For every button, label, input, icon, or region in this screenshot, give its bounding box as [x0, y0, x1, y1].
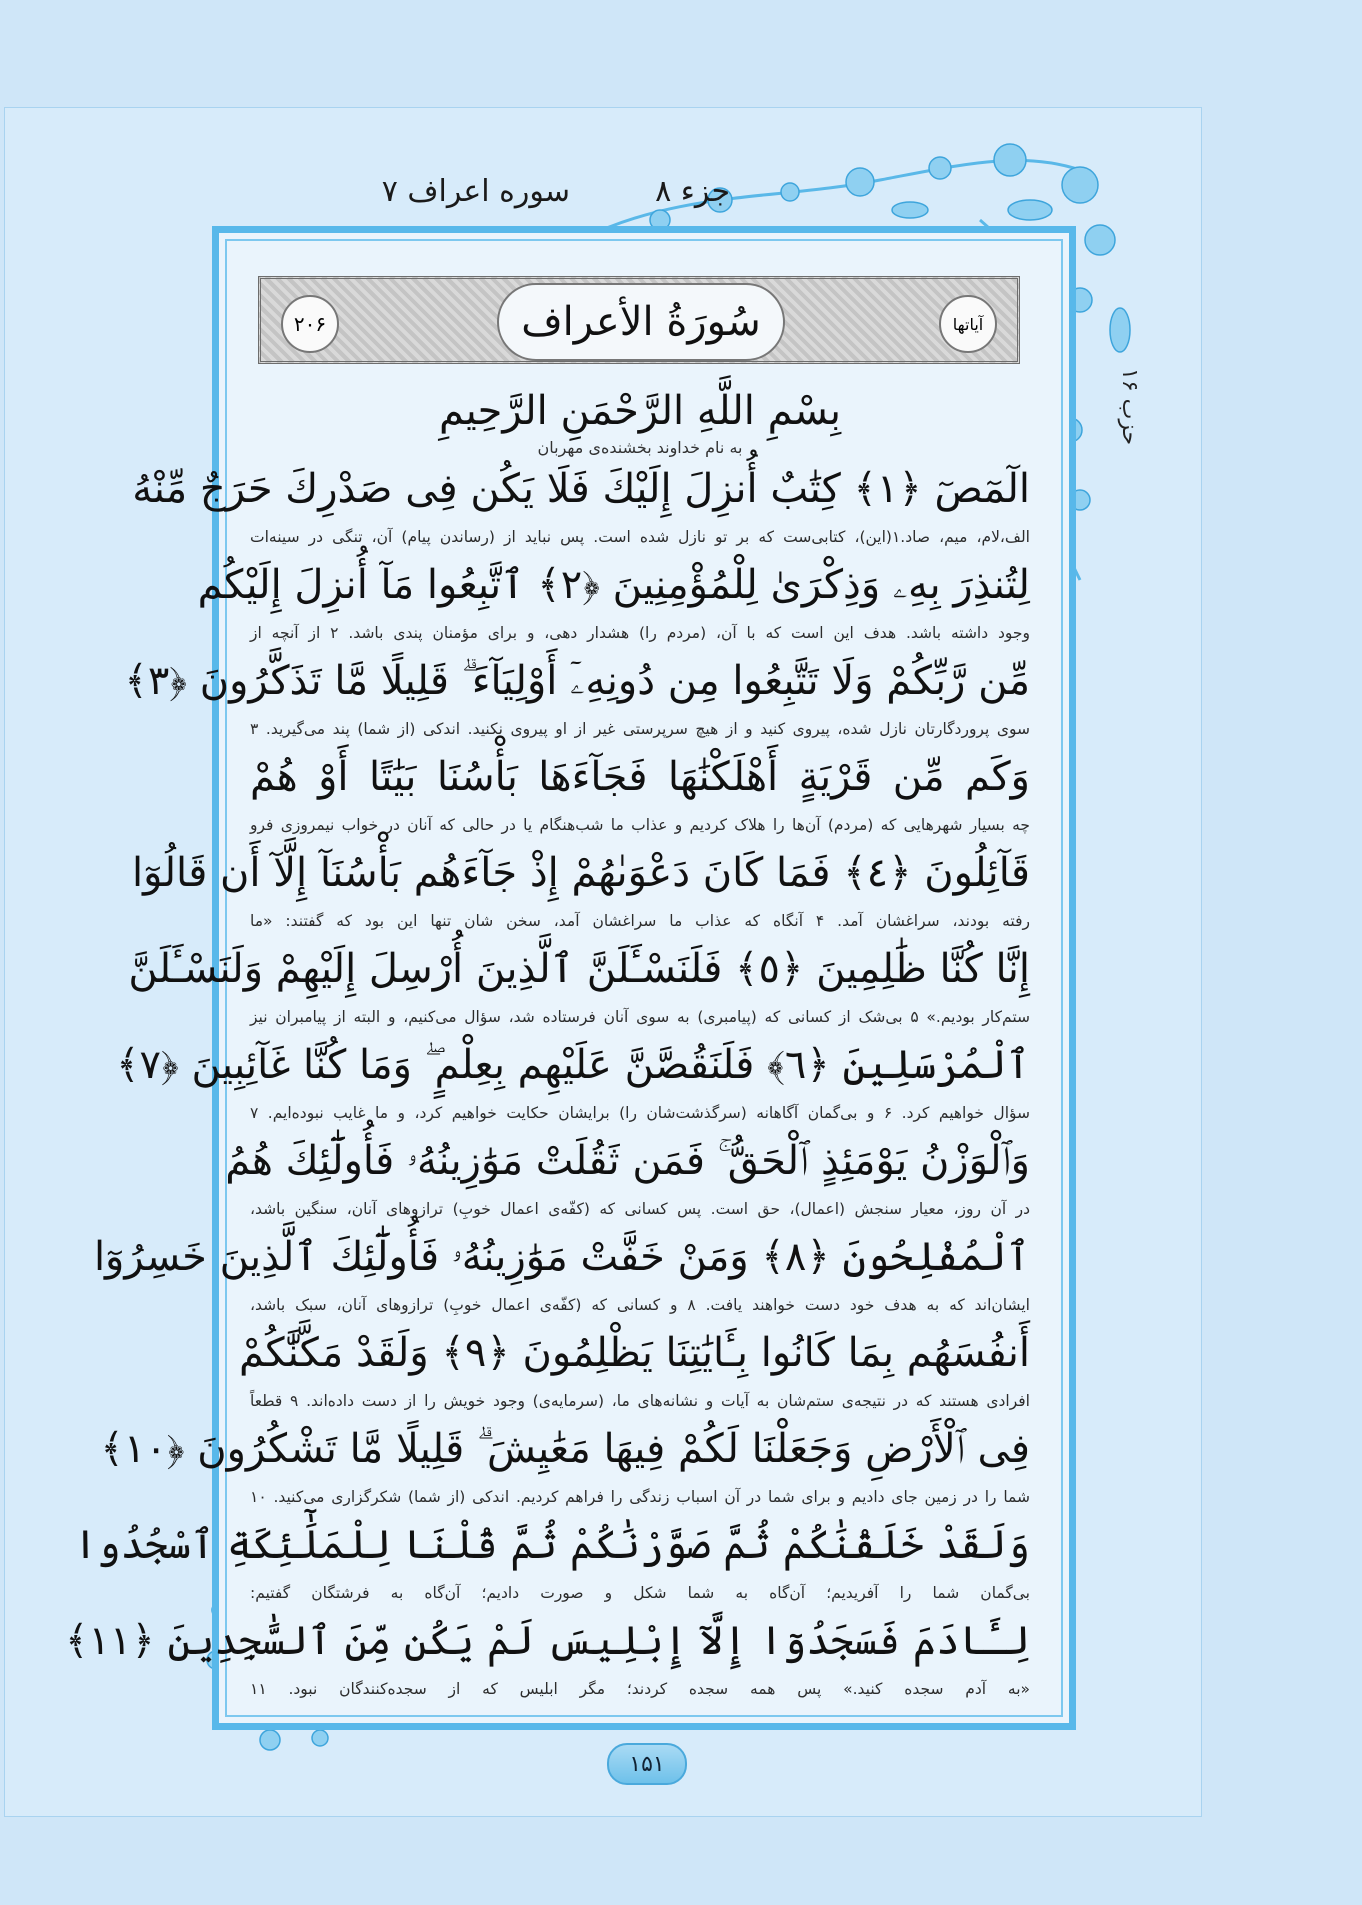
ayat-label: آیاتها — [939, 295, 997, 353]
arabic-line: مِّن رَّبِّكُمْ وَلَا تَتَّبِعُوا مِن دُونِهِۦٓ أَوْلِيَآءَ ۗ قَلِيلًا مَّا تَذَكَّرُونَ ﴿٣﴾ — [124, 658, 1030, 704]
verse-line — [132, 846, 1030, 942]
page-number: ۱۵۱ — [607, 1743, 687, 1785]
persian-line: وجود داشته باشد. هدف این است که با آن، (مردم را) هشدار دهی، و برای مؤمنان پندی باشد. ۲ از آنچه از — [250, 624, 1031, 642]
verse-line — [225, 1134, 1030, 1230]
persian-line: ایشان‌اند که به هدف خود دست خواهند یافت. ۸ و کسانی که (کفّه‌ی اعمال خوبِ) ترازوهای آنان، سبک باشد، — [250, 1296, 1030, 1314]
arabic-line: أَنفُسَهُم بِمَا كَانُوا بِـَٔايَٰتِنَا يَظْلِمُونَ ﴿٩﴾ وَلَقَدْ مَكَّنَّٰكُمْ — [238, 1330, 1030, 1376]
arabic-line: إِنَّا كُنَّا ظَٰلِمِينَ ﴿٥﴾ فَلَنَسْـَٔلَنَّ ٱلَّذِينَ أُرْسِلَ إِلَيْهِمْ وَلَنَسْـَٔلَنَّ — [128, 946, 1030, 992]
ayat-count: ۲۰۶ — [281, 295, 339, 353]
page-header — [360, 168, 730, 218]
persian-line: سوی پروردگارتان نازل شده، پیروی کنید و از هیچ سرپرستی غیر از او پیروی نکنید. اندکی (از شما) پند می‌گیرید. ۳ — [250, 720, 1030, 738]
juz-label: جزء ۸ — [655, 174, 730, 209]
verse-line — [73, 1518, 1030, 1614]
verse-line — [93, 1230, 1030, 1326]
persian-line: سؤال خواهیم کرد. ۶ و بی‌گمان آگاهانه (سرگذشت‌شان را) برایشان حکایت خواهیم کرد، و ما غایب نبوده‌ایم. ۷ — [250, 1104, 1030, 1122]
verse-line — [65, 1614, 1030, 1710]
verses-block — [65, 462, 1031, 1710]
arabic-line: الٓمٓصٓ ﴿١﴾ كِتَٰبٌ أُنزِلَ إِلَيْكَ فَلَا يَكُن فِى صَدْرِكَ حَرَجٌ مِّنْهُ — [132, 466, 1030, 512]
arabic-line: وَلَقَدْ خَلَقْنَٰكُمْ ثُمَّ صَوَّرْنَٰكُمْ ثُمَّ قُلْنَا لِلْمَلَٰٓئِكَةِ ٱسْجُدُوا — [73, 1522, 1030, 1568]
persian-line: در آن روز، معیار سنجش (اعمال)، حق است. پس کسانی که (کفّه‌ی اعمال خوبِ) ترازوهای آنان، سنگین باشد، — [250, 1200, 1030, 1218]
sura-label: سوره اعراف ۷ — [381, 174, 570, 209]
bismillah: بِسْمِ اللَّهِ الرَّحْمَنِ الرَّحِيمِ — [438, 388, 842, 434]
arabic-line: لِـَٔادَمَ فَسَجَدُوٓا إِلَّآ إِبْلِيسَ لَمْ يَكُن مِّنَ ٱلسَّٰجِدِينَ ﴿١١﴾ — [65, 1618, 1030, 1664]
persian-line: افرادی هستند که در نتیجه‌ی ستم‌شان به آیات و نشانه‌های ما، (سرمایه‌ی) وجود خویش را از دست داده‌اند. ۹ قطعاً — [250, 1392, 1030, 1410]
hizb-side-label: حزب ۱۶ — [1117, 368, 1142, 446]
verse-line — [238, 1326, 1030, 1422]
arabic-line: قَآئِلُونَ ﴿٤﴾ فَمَا كَانَ دَعْوَىٰهُمْ إِذْ جَآءَهُم بَأْسُنَآ إِلَّآ أَن قَالُوٓا — [132, 850, 1030, 896]
verse-line — [100, 1422, 1030, 1518]
persian-line: الف،لام، میم، صاد.۱(این)، کتابی‌ست که بر تو نازل شده است. پس نباید از (رساندن پیام) آن، تنگی در سینه‌ات — [250, 528, 1030, 546]
verse-line — [197, 558, 1031, 654]
persian-line: ستم‌کار بودیم.» ۵ بی‌شک از کسانی که (پیامبری) به سوی آنان فرستاده شد، سؤال می‌کنیم، و البته از پیامبران نیز — [250, 1008, 1030, 1026]
sura-title-banner — [258, 276, 1020, 364]
bismillah-translation: به نام خداوند بخشنده‌ی مهربان — [537, 438, 743, 457]
arabic-line: ٱلْمُرْسَلِينَ ﴿٦﴾ فَلَنَقُصَّنَّ عَلَيْهِم بِعِلْمٍ ۖ وَمَا كُنَّا غَآئِبِينَ ﴿٧﴾ — [116, 1042, 1030, 1088]
arabic-line: فِى ٱلْأَرْضِ وَجَعَلْنَا لَكُمْ فِيهَا مَعَٰيِشَ ۗ قَلِيلًا مَّا تَشْكُرُونَ ﴿١٠﴾ — [100, 1426, 1030, 1472]
verse-line — [128, 942, 1030, 1038]
persian-line: «به آدم سجده کنید.» پس همه سجده کردند؛ مگر ابلیس که از سجده‌کنندگان نبود. ۱۱ — [250, 1680, 1030, 1698]
verse-line — [132, 462, 1030, 558]
verse-line — [124, 654, 1030, 750]
persian-line: شما را در زمین جای دادیم و برای شما در آن اسباب زندگی را فراهم کردیم. اندکی (از شما) شکرگزاری می‌کنید. ۱۰ — [250, 1488, 1030, 1506]
arabic-line: وَٱلْوَزْنُ يَوْمَئِذٍ ٱلْحَقُّ ۚ فَمَن ثَقُلَتْ مَوَٰزِينُهُۥ فَأُولَٰٓئِكَ هُمُ — [225, 1138, 1030, 1184]
verse-line — [116, 1038, 1030, 1134]
verse-line — [250, 750, 1030, 846]
arabic-line: ٱلْمُفْلِحُونَ ﴿٨﴾ وَمَنْ خَفَّتْ مَوَٰزِينُهُۥ فَأُولَٰٓئِكَ ٱلَّذِينَ خَسِرُوٓا — [93, 1234, 1030, 1280]
arabic-line: لِتُنذِرَ بِهِۦ وَذِكْرَىٰ لِلْمُؤْمِنِينَ ﴿٢﴾ ٱتَّبِعُوا مَآ أُنزِلَ إِلَيْكُم — [197, 562, 1030, 608]
persian-line: چه بسیار شهرهایی که (مردم) آن‌ها را هلاک کردیم و عذاب ما شب‌هنگام یا در حالی که آنان در خواب نیمروزی فرو — [250, 816, 1030, 834]
persian-line: رفته بودند، سراغشان آمد. ۴ آنگاه که عذاب ما سراغشان آمد، سخن شان تنها این بود که گفتند: «ما — [250, 912, 1030, 930]
sura-title: سُورَةُ الأعراف — [497, 283, 785, 361]
persian-line: بی‌گمان شما را آفریدیم؛ آن‌گاه به شما شکل و صورت دادیم؛ آن‌گاه به فرشتگان گفتیم: — [250, 1584, 1030, 1602]
arabic-line: وَكَم مِّن قَرْيَةٍ أَهْلَكْنَٰهَا فَجَآءَهَا بَأْسُنَا بَيَٰتًا أَوْ هُمْ — [250, 754, 1030, 800]
